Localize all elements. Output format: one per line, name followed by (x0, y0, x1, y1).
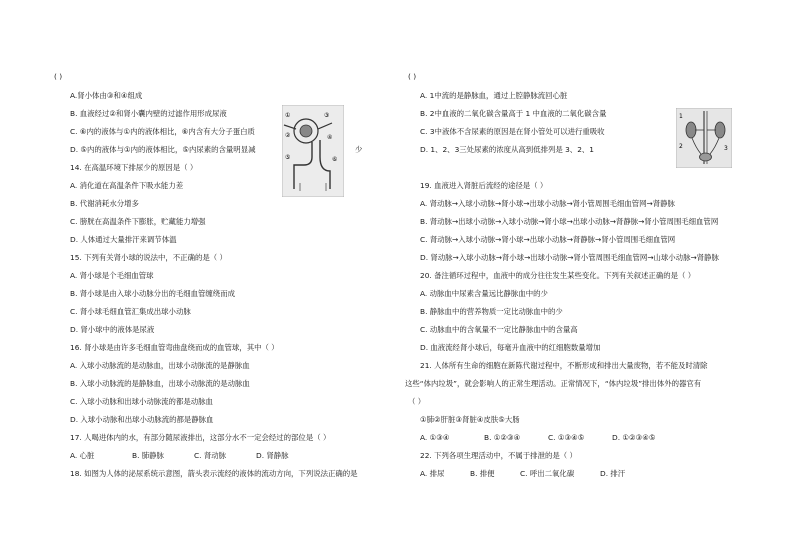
glomerulus (300, 125, 312, 137)
q19-stem: 19. 血液进入肾脏后流经的途径是（ ） (420, 181, 548, 190)
figure-label-6: ⑥ (332, 156, 338, 163)
nephron-figure (282, 105, 344, 197)
figure-label-3: 3 (724, 145, 728, 152)
q15-option-d: D. 肾小球中的液体是尿液 (70, 325, 155, 334)
q20-option-b: B. 静脉血中的营养物质一定比动脉血中的少 (420, 307, 563, 316)
q17-option-b: B. 肺静脉 (132, 451, 164, 460)
q21-items: ①肺②肝脏③肾脏④皮肤⑤大肠 (420, 415, 520, 424)
q16-option-d: D. 入球小动脉和出球小动脉流的都是静脉血 (70, 415, 214, 424)
q13-option-a: A.肾小体由③和④组成 (70, 91, 143, 100)
q15-option-a: A. 肾小球是个毛细血管球 (70, 271, 154, 280)
q17-options (70, 451, 289, 460)
q21-options (420, 433, 656, 442)
q18-option-c: C. 3中液体不含尿素的原因是在肾小管处可以进行重吸收 (420, 127, 605, 136)
figure-label-2: 2 (679, 143, 683, 150)
q17-option-a: A. 心脏 (70, 451, 95, 460)
q18-option-b: B. 2中血液的二氧化碳含量高于 1 中血液的二氧化碳含量 (420, 109, 607, 118)
q19-option-d: D. 肾动脉→入球小动脉→肾小球→出球小动脉→肾小管周围毛细血管网→山球小动脉→肾静脉 (420, 253, 719, 262)
figure-label-4: ④ (327, 134, 333, 141)
right-kidney (715, 122, 725, 138)
figure-label-1: 1 (679, 113, 683, 120)
q19-option-b: B. 肾动脉→出球小动脉→入球小动脉→肾小球→出球小动脉→肾静脉→肾小管周围毛细血管网 (420, 217, 719, 226)
q16-option-c: C. 入球小动脉和出球小动脉流的都是动脉血 (70, 397, 213, 406)
q15-stem: 15. 下列有关肾小球的说法中，不正确的是（ ） (70, 253, 227, 262)
q21-stem-line2: 这些“体内垃圾”，就会影响人的正常生理活动。正常情况下，“体内垃圾”排出体外的器官有 (405, 379, 702, 388)
q20-option-a: A. 动脉血中尿素含量远比静脉血中的少 (420, 289, 548, 298)
q22-options (420, 469, 625, 478)
q22-option-d: D. 排汗 (600, 469, 626, 478)
q14-option-d: D. 人体通过大量排汗来调节体温 (70, 235, 177, 244)
q22-option-b: B. 排便 (470, 469, 495, 478)
q17-option-c: C. 肾动脉 (194, 451, 227, 460)
q13-option-c: C. ⑥内的液体与①内的液体相比，⑥内含有大分子蛋白质 (70, 127, 255, 136)
q22-option-a: A. 排尿 (420, 469, 445, 478)
q21-stem-line1: 21. 人体所有生命的细胞在新陈代谢过程中，不断形成和排出大量废物，若不能及时清除 (420, 361, 708, 370)
q17-option-d: D. 肾静脉 (256, 451, 289, 460)
q20-option-d: D. 血液流经肾小球后，每毫升血液中的红细胞数量增加 (420, 343, 601, 352)
q14-option-c: C. 膀胱在高温条件下膨胀，贮藏能力增强 (70, 217, 206, 226)
q21-option-d: D. ①②③④⑤ (612, 433, 656, 442)
figure-label-1: ① (285, 112, 291, 119)
q16-stem: 16. 肾小球是由许多毛细血管弯曲盘绕而成的血管球，其中（ ） (70, 343, 279, 352)
q20-stem: 20. 备注循环过程中，血液中的成分往往发生某些变化。下列有关叙述正确的是（ ） (420, 271, 696, 280)
figure-label-5: ⑤ (285, 154, 291, 161)
q16-option-b: B. 入球小动脉流的是静脉血，出球小动脉流的是动脉血 (70, 379, 250, 388)
q22-option-c: C. 呼出二氧化碳 (520, 469, 575, 478)
q21-option-a: A. ①③④ (420, 433, 450, 442)
q17-stem: 17. 人喝进体内的水，有部分随尿液排出，这部分水不一定会经过的部位是（ ） (70, 433, 331, 442)
q13-option-d-tail: 少 (355, 145, 363, 154)
q14-option-b: B. 代谢消耗水分增多 (70, 199, 139, 208)
bladder (700, 153, 712, 161)
urinary-system-figure (676, 108, 732, 168)
q14-stem: 14. 在高温环境下排尿少的原因是（ ） (70, 163, 198, 172)
q20-option-c: C. 动脉血中的含氧量不一定比静脉血中的含量高 (420, 325, 578, 334)
q21-option-b: B. ①②③④ (484, 433, 521, 442)
q19-option-c: C. 肾动脉→入球小动脉→肾小球→出球小动脉→肾静脉→肾小管周围毛细血管网 (420, 235, 676, 244)
q22-stem: 22. 下列各项生理活动中，不属于排泄的是（ ） (420, 451, 577, 460)
q21-bracket: （ ） (408, 397, 426, 406)
q16-option-a: A. 入球小动脉流的是动脉血，出球小动脉流的是静脉血 (70, 361, 250, 370)
q15-option-b: B. 肾小球是由入球小动脉分出的毛细血管缠绕而成 (70, 289, 235, 298)
q13-bracket: ( ) (54, 72, 63, 81)
q18-bracket: ( ) (408, 72, 417, 81)
q14-option-a: A. 消化道在高温条件下吸水能力差 (70, 181, 184, 190)
q13-option-b: B. 血液经过②和肾小囊内壁的过滤作用形成尿液 (70, 109, 227, 118)
q15-option-c: C. 肾小球毛细血管汇集成出球小动脉 (70, 307, 191, 316)
figure-label-3: ③ (324, 112, 330, 119)
figure-background (282, 105, 344, 197)
left-kidney (686, 122, 696, 138)
q19-option-a: A. 肾动脉→入球小动脉→肾小球→出球小动脉→肾小管周围毛细血管网→肾静脉 (420, 199, 675, 208)
q18-option-a: A. 1中流的是静脉血，通过上腔静脉流回心脏 (420, 91, 568, 100)
q18-option-d: D. 1、2、3三处尿素的浓度从高到低排列是 3、2、1 (420, 145, 594, 154)
q18-stem: 18. 如图为人体的泌尿系统示意图，箭头表示流经的液体的流动方向，下列说法正确的是 (70, 469, 358, 478)
q13-option-d: D. ⑤内的液体与①内的液体相比，⑤内尿素的含量明显减 (70, 145, 256, 154)
q21-option-c: C. ①③④⑤ (548, 433, 585, 442)
figure-label-2: ② (285, 132, 291, 139)
